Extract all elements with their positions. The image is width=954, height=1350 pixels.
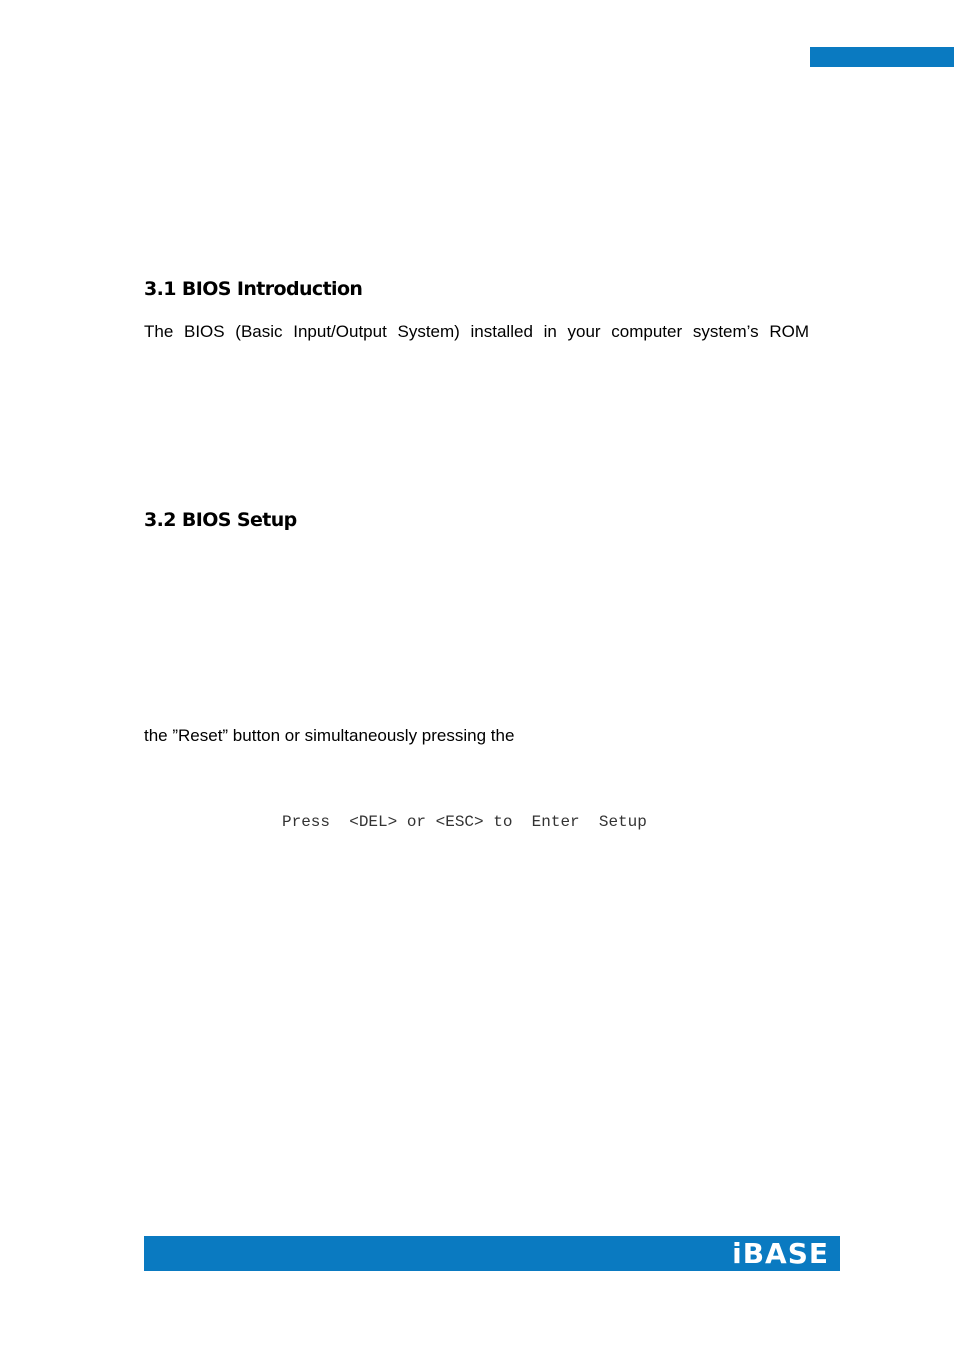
bios-introduction-paragraph: The BIOS (Basic Input/Output System) installed in your computer system’s ROM [144,322,809,341]
header-tab [810,47,954,67]
footer-bar [144,1236,840,1271]
section-heading-bios-setup: 3.2 BIOS Setup [144,509,297,531]
setup-prompt-message: Press <DEL> or <ESC> to Enter Setup [282,813,647,831]
bios-setup-paragraph: the ”Reset” button or simultaneously pressing the [144,726,515,745]
section-heading-bios-introduction: 3.1 BIOS Introduction [144,278,363,300]
ibase-logo: iBASE [732,1237,829,1270]
